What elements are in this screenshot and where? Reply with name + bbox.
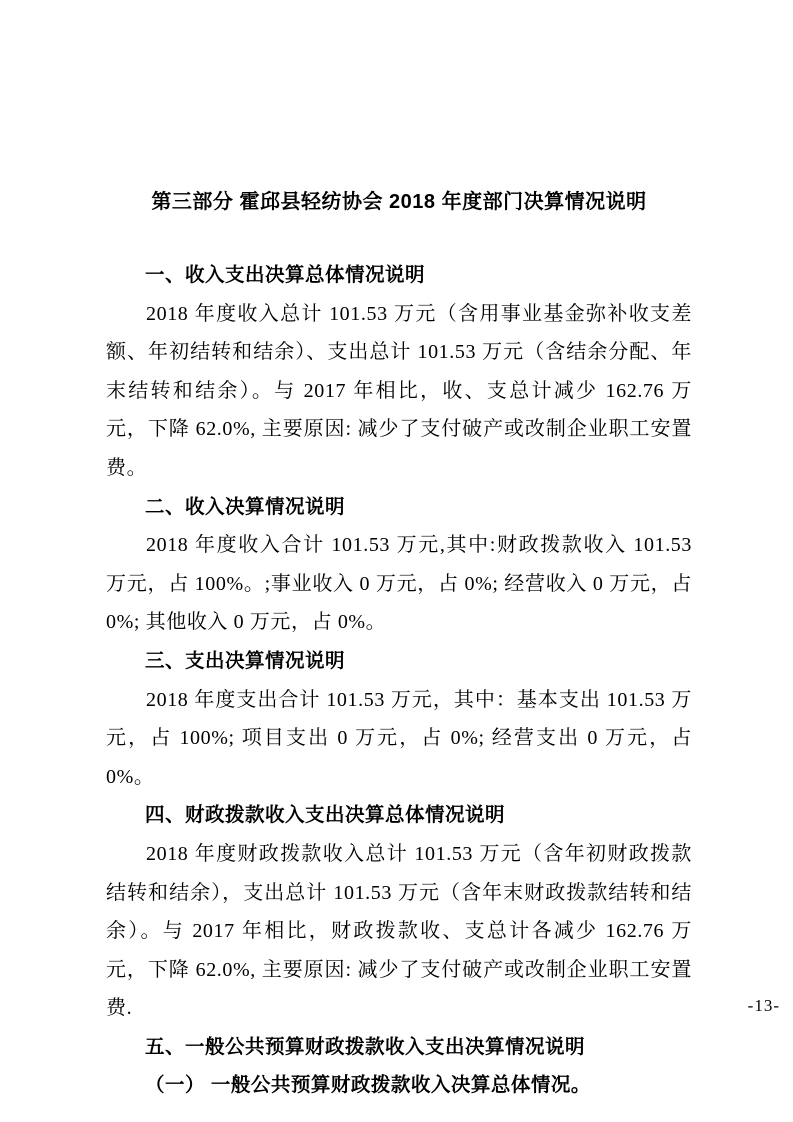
section-heading: 四、财政拨款收入支出决算总体情况说明 bbox=[145, 804, 506, 827]
section-body: 2018 年度支出合计 101.53 万元，其中：基本支出 101.53 万元，占 100%; 项目支出 0 万元，占 0%; 经营支出 0 万元，占 0%。 bbox=[106, 688, 692, 788]
section-heading: 三、支出决算情况说明 bbox=[145, 649, 346, 672]
section-income-expense-overview bbox=[106, 256, 692, 488]
section-heading: 五、一般公共预算财政拨款收入支出决算情况说明 bbox=[145, 1035, 586, 1058]
section-fiscal-appropriation-overview bbox=[106, 796, 692, 1028]
page-number: -13- bbox=[747, 996, 780, 1015]
page-title: 第三部分 霍邱县轻纺协会 2018 年度部门决算情况说明 bbox=[151, 191, 647, 213]
section-heading: 二、收入决算情况说明 bbox=[145, 495, 346, 518]
section-income-detail bbox=[106, 488, 692, 642]
section-heading: 一、收入支出决算总体情况说明 bbox=[145, 264, 426, 286]
subsection-heading: （一） 一般公共预算财政拨款收入决算总体情况。 bbox=[145, 1074, 591, 1097]
section-body: 2018 年度财政拨款收入总计 101.53 万元（含年初财政拨款结转和结余），支出总计 101.53 万元（含年末财政拨款结转和结余）。与 2017 年相比，财政拨款收、支总计各减少 162.76 万元，下降 62.0%, 主要原因: 减少了支付破产或改制企业职工安置费. bbox=[106, 842, 692, 1020]
section-body: 2018 年度收入合计 101.53 万元,其中:财政拨款收入 101.53 万元，占 100%。;事业收入 0 万元，占 0%; 经营收入 0 万元，占 0%; 其他收入 0 万元，占 0%。 bbox=[106, 534, 692, 634]
section-public-budget-appropriation bbox=[106, 1028, 692, 1105]
section-body: 2018 年度收入总计 101.53 万元（含用事业基金弥补收支差额、年初结转和结余）、支出总计 101.53 万元（含结余分配、年末结转和结余）。与 2017 年相比，收、支总计减少 162.76 万元，下降 62.0%, 主要原因: 减少了支付破产或改制企业职工安置费。 bbox=[106, 302, 692, 479]
section-expense-detail bbox=[106, 642, 692, 796]
